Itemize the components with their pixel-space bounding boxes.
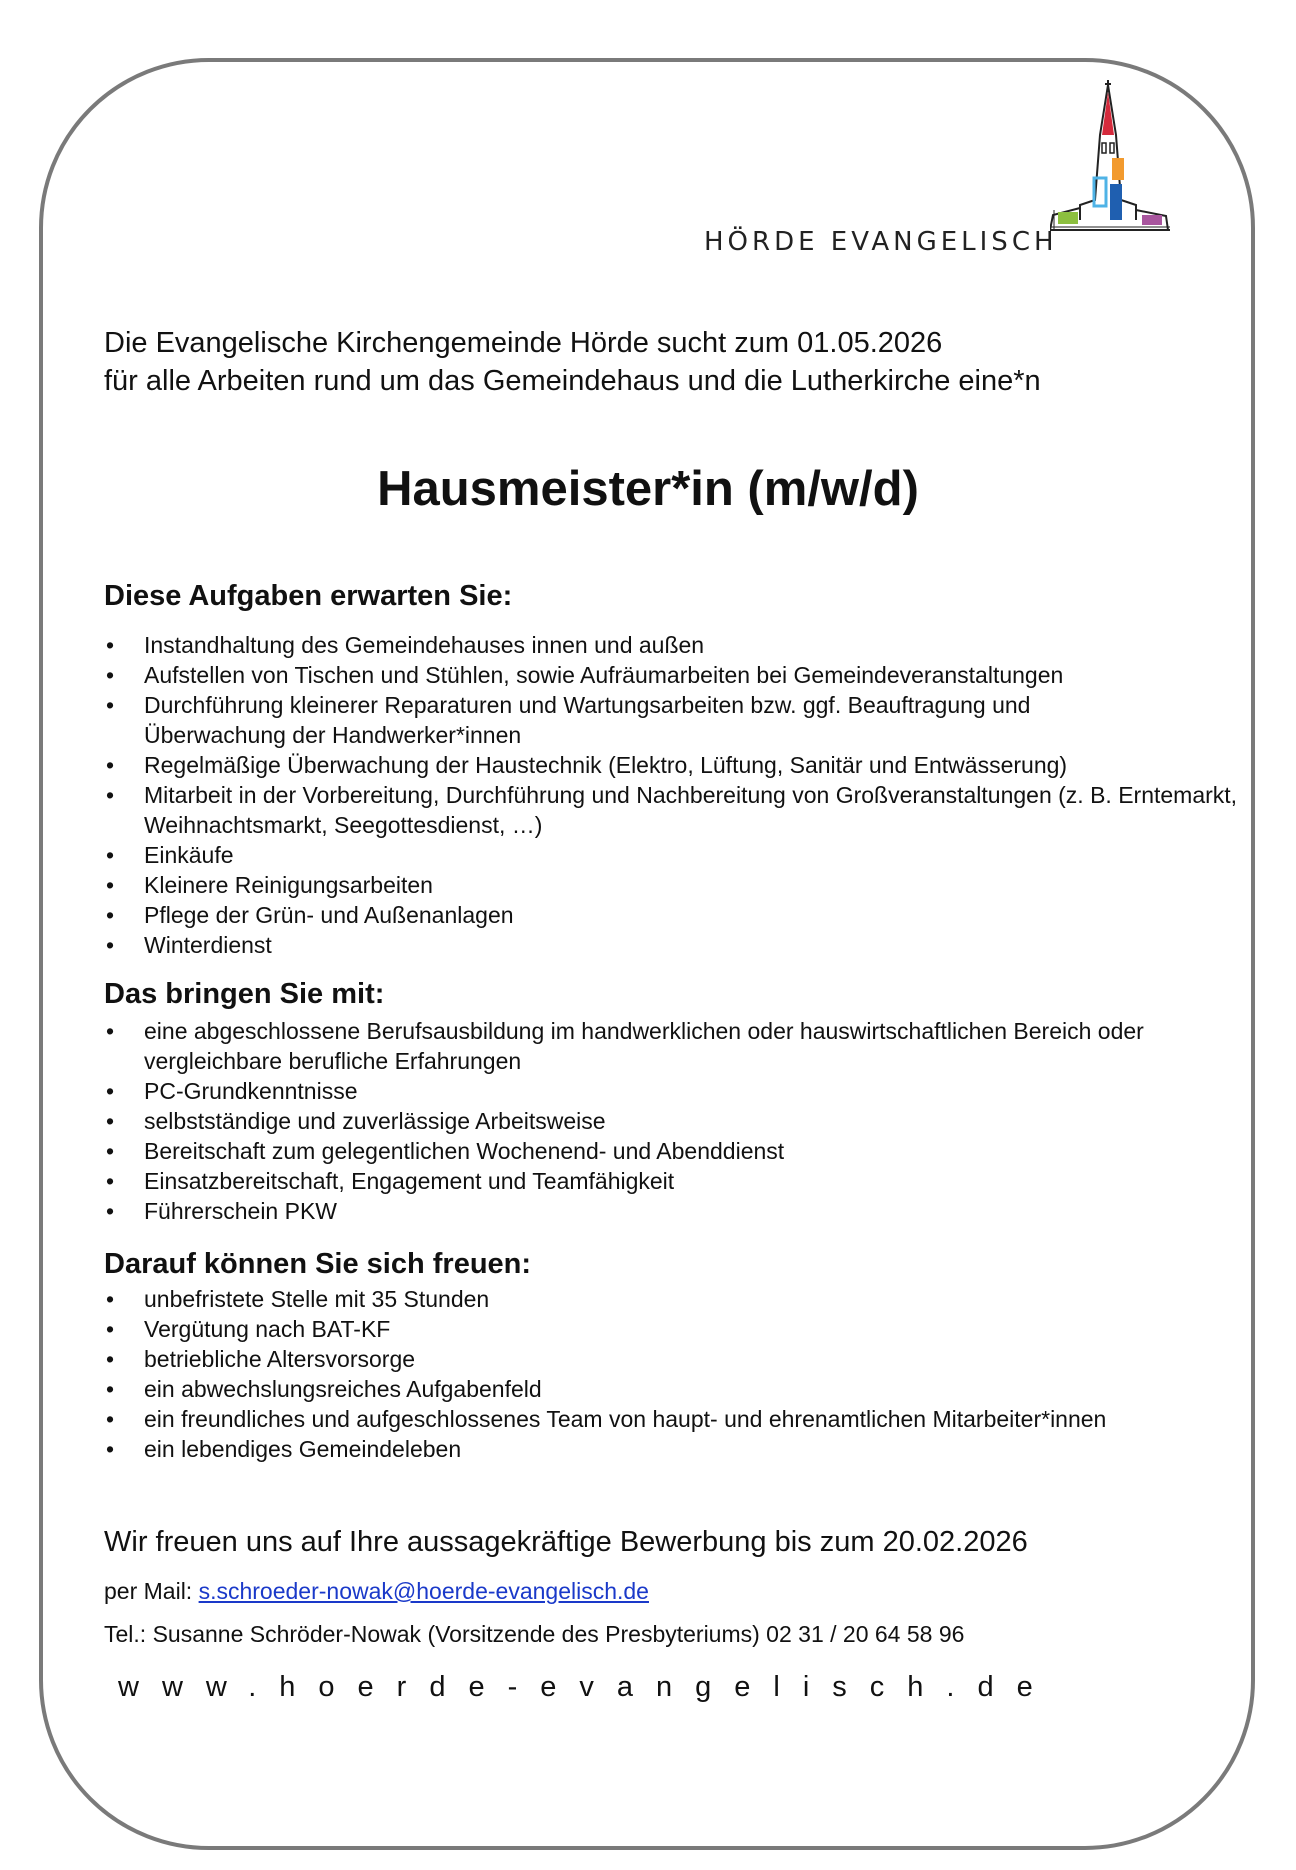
- mail-line: [104, 1578, 649, 1605]
- requirements-heading: Das bringen Sie mit:: [104, 978, 385, 1010]
- list-item: • ein freundliches und aufgeschlossenes Team von haupt- und ehrenamtlichen Mitarbeiter*innen: [104, 1404, 1214, 1434]
- church-logo: [700, 80, 1170, 265]
- list-item: • selbstständige und zuverlässige Arbeitsweise: [104, 1106, 1214, 1136]
- list-item: • ein lebendiges Gemeindeleben: [104, 1434, 1214, 1464]
- list-item: • Regelmäßige Überwachung der Haustechnik (Elektro, Lüftung, Sanitär und Entwässerung): [104, 750, 1214, 780]
- list-item: • Mitarbeit in der Vorbereitung, Durchführung und Nachbereitung von Großveranstaltungen (z. B. Erntemarkt, Weihnachtsmarkt, Seegottesdienst, …): [104, 780, 1244, 840]
- intro-line-1: Die Evangelische Kirchengemeinde Hörde sucht zum 01.05.2026: [104, 327, 943, 359]
- logo-text: HÖRDE EVANGELISCH: [704, 227, 1058, 257]
- job-title: Hausmeister*in (m/w/d): [377, 462, 919, 516]
- list-item: • unbefristete Stelle mit 35 Stunden: [104, 1284, 1214, 1314]
- list-item: • Kleinere Reinigungsarbeiten: [104, 870, 1214, 900]
- list-item: • PC-Grundkenntnisse: [104, 1076, 1214, 1106]
- list-item: • eine abgeschlossene Berufsausbildung im handwerklichen oder hauswirtschaftlichen Bereich oder vergleichbare berufliche Erfahrungen: [104, 1016, 1244, 1076]
- list-item: • Führerschein PKW: [104, 1196, 1214, 1226]
- benefits-heading: Darauf können Sie sich freuen:: [104, 1248, 532, 1280]
- list-item: • Pflege der Grün- und Außenanlagen: [104, 900, 1214, 930]
- intro-text: [104, 324, 1041, 400]
- list-item: • Winterdienst: [104, 930, 1214, 960]
- list-item: • Einkäufe: [104, 840, 1214, 870]
- list-item: • betriebliche Altersvorsorge: [104, 1344, 1214, 1374]
- phone-line: Tel.: Susanne Schröder-Nowak (Vorsitzende des Presbyteriums) 02 31 / 20 64 58 96: [104, 1621, 965, 1647]
- mail-label: per Mail:: [104, 1578, 199, 1604]
- tasks-heading: Diese Aufgaben erwarten Sie:: [104, 580, 513, 612]
- mail-link[interactable]: s.schroeder-nowak@hoerde-evangelisch.de: [198, 1578, 649, 1604]
- list-item: • Instandhaltung des Gemeindehauses innen und außen: [104, 630, 1214, 660]
- list-item: • Vergütung nach BAT-KF: [104, 1314, 1214, 1344]
- list-item: • ein abwechslungsreiches Aufgabenfeld: [104, 1374, 1214, 1404]
- list-item: • Aufstellen von Tischen und Stühlen, sowie Aufräumarbeiten bei Gemeindeveranstaltungen: [104, 660, 1214, 690]
- tasks-list: [104, 630, 1238, 960]
- list-item: • Durchführung kleinerer Reparaturen und Wartungsarbeiten bzw. ggf. Beauftragung und Überwachung der Handwerker*innen: [104, 690, 1144, 750]
- benefits-list: [104, 1284, 1214, 1464]
- list-item: • Einsatzbereitschaft, Engagement und Teamfähigkeit: [104, 1166, 1214, 1196]
- closing-text: Wir freuen uns auf Ihre aussagekräftige Bewerbung bis zum 20.02.2026: [104, 1526, 1028, 1558]
- intro-line-2: für alle Arbeiten rund um das Gemeindehaus und die Lutherkirche eine*n: [104, 365, 1041, 397]
- requirements-list: [104, 1016, 1214, 1226]
- list-item: • Bereitschaft zum gelegentlichen Wochenend- und Abenddienst: [104, 1136, 1214, 1166]
- church-spire-icon: [1050, 80, 1170, 265]
- website-url: www.hoerde-evangelisch.de: [118, 1671, 1056, 1703]
